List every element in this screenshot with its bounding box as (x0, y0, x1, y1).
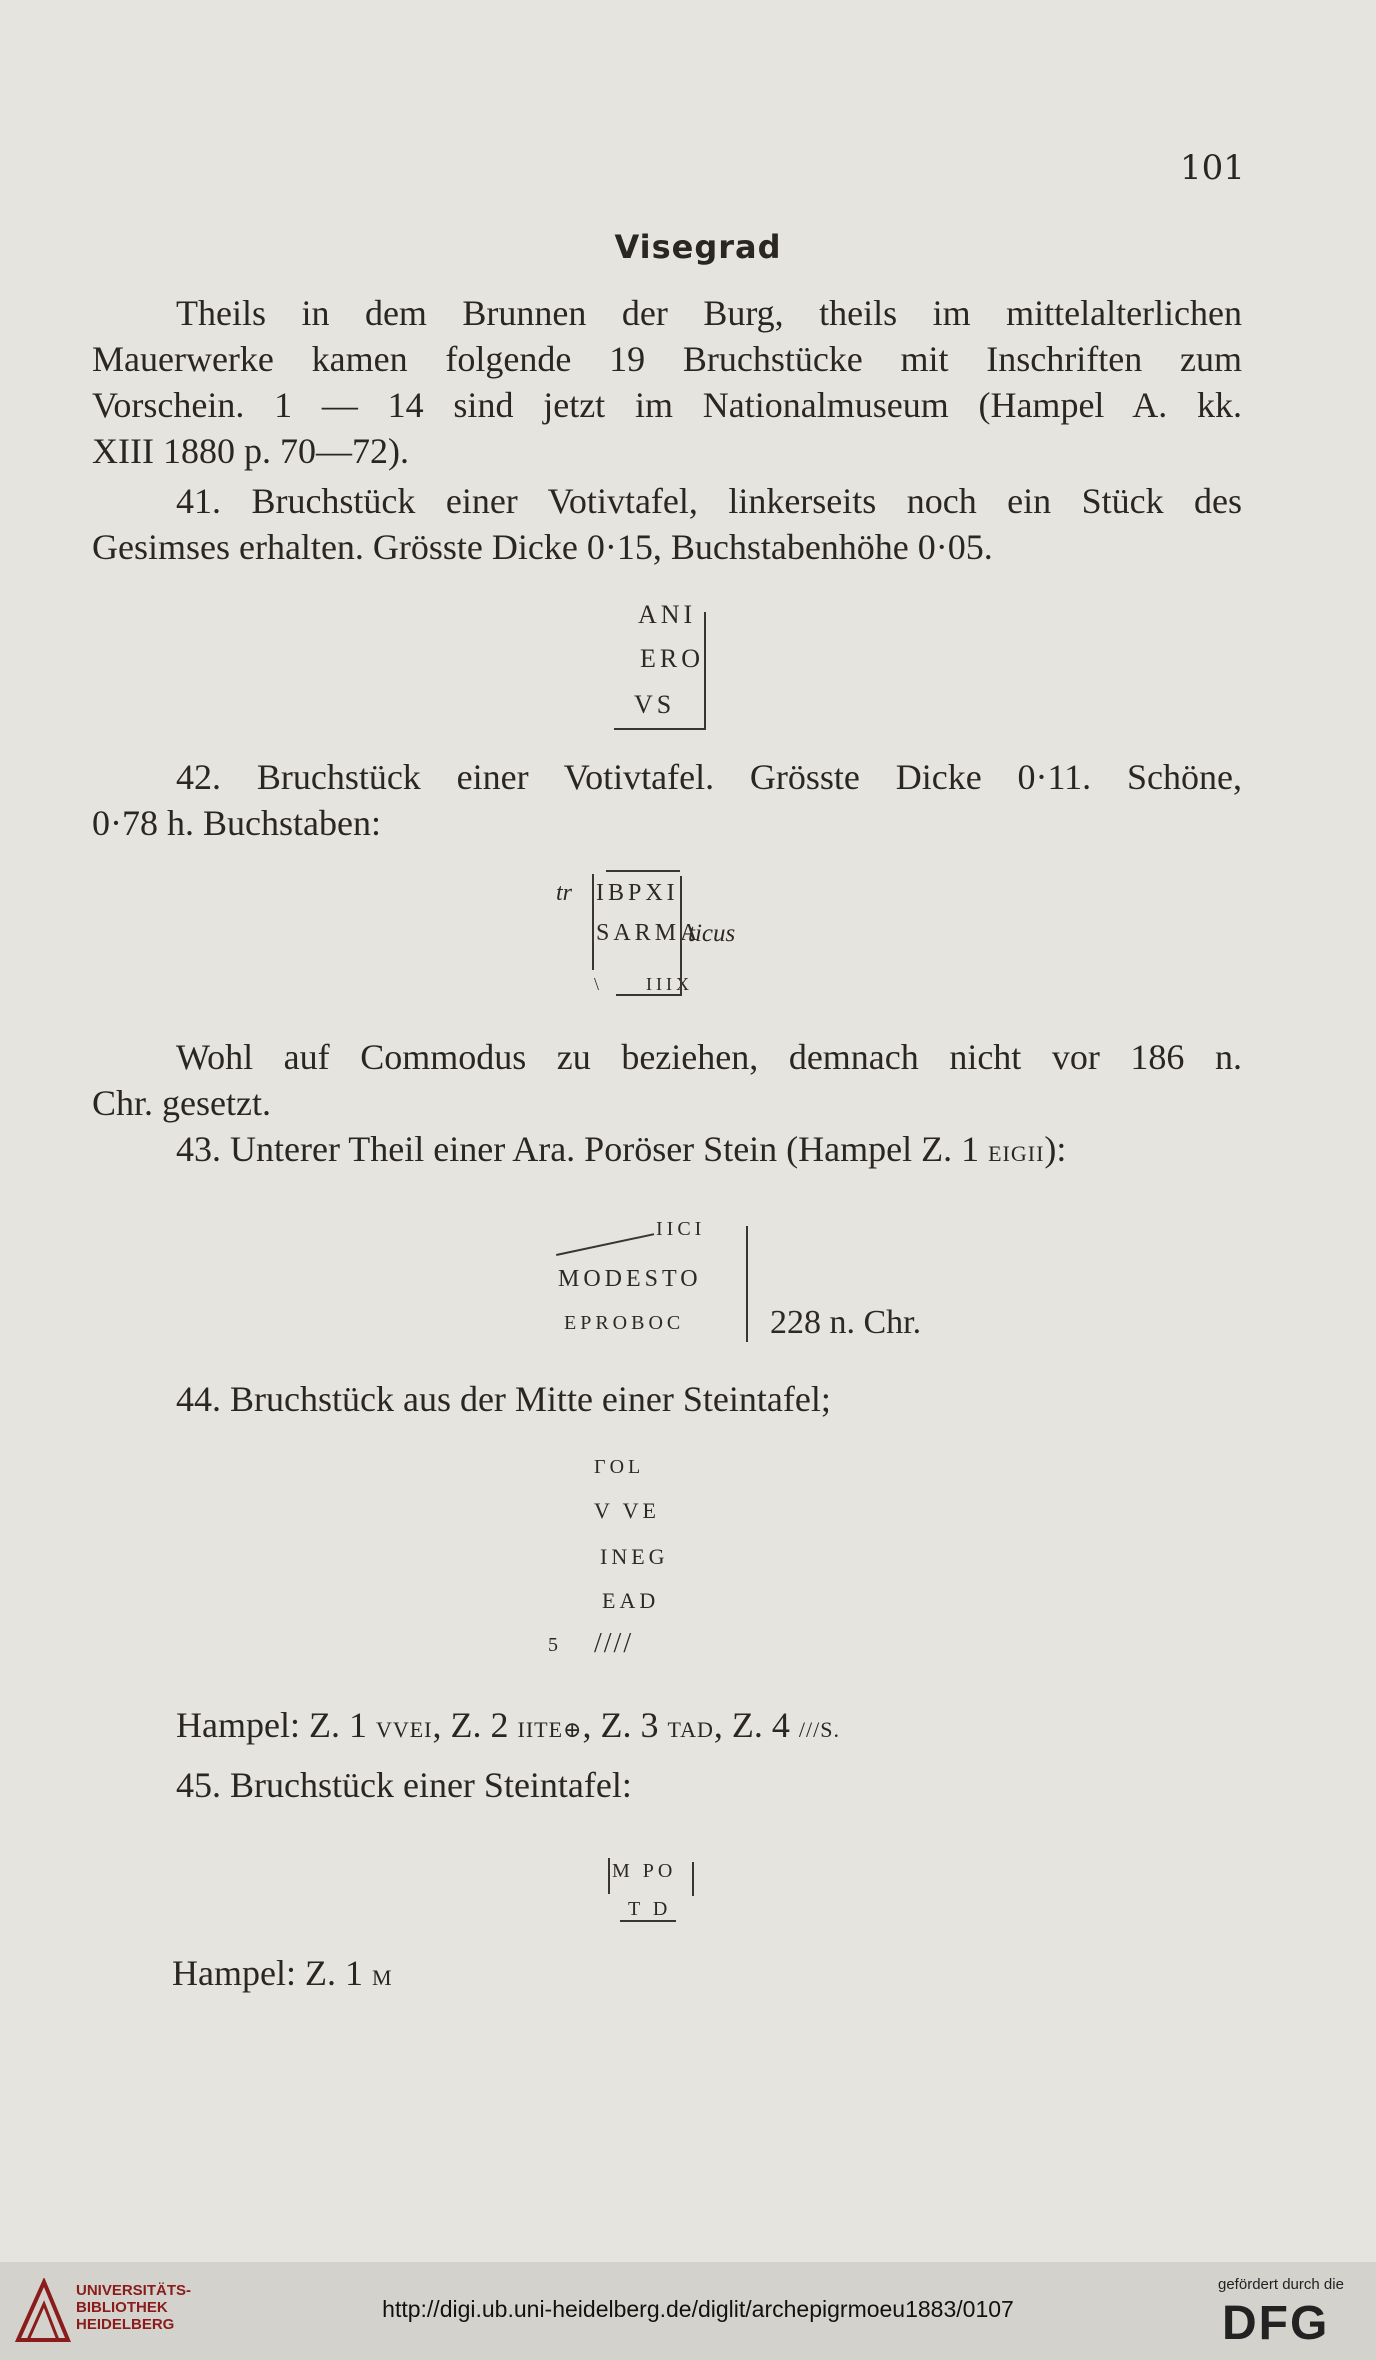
inscription-line: SARMA (596, 920, 702, 946)
inscription-line: ANI (638, 600, 697, 629)
text-line: Gesimses erhalten. Grösste Dicke 0·15, Buchstabenhöhe 0·05. (92, 527, 993, 567)
library-name-line: UNIVERSITÄTS- (76, 2282, 192, 2299)
ref-text: , Z. 3 (582, 1705, 659, 1745)
inscription-suffix: ticus (688, 920, 736, 947)
item-45 (92, 1762, 1242, 1808)
text-line: 44. Bruchstück aus der Mitte einer Steintafel; (176, 1379, 831, 1419)
small-caps-ref: M (371, 1965, 393, 1990)
library-name-line: HEIDELBERG (76, 2316, 175, 2333)
item-43 (92, 1126, 1242, 1177)
inscription-line: //// (594, 1628, 634, 1659)
page-title: Visegrad (614, 228, 782, 266)
stone-edge (616, 994, 680, 996)
stone-edge (746, 1226, 748, 1342)
stone-edge (692, 1862, 694, 1896)
stone-edge (556, 1233, 654, 1256)
inscription-41 (600, 600, 720, 730)
ref-text: Hampel: Z. 1 (176, 1705, 367, 1745)
inscription-line: IICI (656, 1218, 706, 1240)
stone-edge (704, 612, 706, 730)
item-41 (92, 478, 1242, 570)
item-43-text: 43. Unterer Theil einer Ara. Poröser Stein (Hampel Z. 1 (176, 1129, 980, 1169)
inscription-line: EPROBOC (564, 1312, 685, 1334)
stone-edge (592, 874, 594, 970)
hampel-reference-45 (92, 1950, 1242, 2001)
date-note: 228 n. Chr. (770, 1304, 922, 1341)
item-42-commentary (92, 1034, 1242, 1126)
text-line: Mauerwerke kamen folgende 19 Bruchstücke mit Inschriften zum (92, 339, 1242, 379)
inscription-prefix: tr (556, 880, 573, 906)
inscription-line: MODESTO (558, 1266, 702, 1292)
page-number: 101 (1180, 148, 1245, 188)
inscription-45 (600, 1858, 720, 1948)
inscription-line: M PO (612, 1860, 677, 1882)
library-name-line: BIBLIOTHEK (76, 2299, 168, 2316)
inscription-line: T D (628, 1898, 672, 1920)
ref-text: , Z. 2 (432, 1705, 509, 1745)
source-url-link[interactable]: http://digi.ub.uni-heidelberg.de/diglit/archepigrmoeu1883/0107 (382, 2296, 1014, 2322)
inscription-42 (556, 870, 796, 1010)
small-caps-ref: VVEI (375, 1717, 433, 1742)
text-line: Theils in dem Brunnen der Burg, theils im mittelalterlichen (176, 293, 1242, 333)
stone-edge (608, 1858, 610, 1894)
text-line: Vorschein. 1 — 14 sind jetzt im Nationalmuseum (Hampel A. kk. (92, 385, 1242, 425)
stone-edge (614, 728, 706, 730)
item-44 (92, 1376, 1242, 1422)
inscription-line: V VE (594, 1498, 660, 1523)
item-43-close: ): (1044, 1129, 1067, 1169)
item-42 (92, 754, 1242, 846)
stone-edge (680, 876, 682, 996)
small-caps-ref: TAD (667, 1717, 714, 1742)
text-line (92, 1950, 1242, 2001)
hampel-reference-44 (92, 1702, 1242, 1753)
text-line (92, 1126, 1242, 1177)
inscription-line: ERO (640, 644, 704, 673)
small-caps-ref: ///S. (798, 1717, 840, 1742)
inscription-43 (556, 1216, 976, 1346)
text-line: Chr. gesetzt. (92, 1083, 271, 1123)
intro-paragraph (92, 290, 1242, 474)
stone-edge (606, 870, 680, 872)
inscription-line: INEG (600, 1544, 669, 1569)
text-line: Wohl auf Commodus zu beziehen, demnach nicht vor 186 n. (176, 1037, 1242, 1077)
ref-text: Hampel: Z. 1 (172, 1953, 363, 1993)
text-line: 41. Bruchstück einer Votivtafel, linkerseits noch ein Stück des (176, 481, 1242, 521)
line-number: 5 (548, 1634, 562, 1656)
small-caps-ref: IITE⊕ (517, 1717, 583, 1742)
inscription-line: IBPXI (596, 880, 679, 906)
dfg-logo: DFG (1222, 2297, 1330, 2350)
funding-note: gefördert durch die (1218, 2276, 1344, 2293)
text-line: 45. Bruchstück einer Steintafel: (176, 1765, 632, 1805)
inscription-line: IIIX (646, 974, 693, 994)
inscription-mark: \ (594, 974, 604, 994)
text-line (92, 1702, 1242, 1753)
stone-edge (620, 1920, 676, 1922)
inscription-44 (548, 1456, 708, 1676)
small-caps-ref: EIGII (988, 1141, 1045, 1166)
inscription-line: EAD (602, 1588, 660, 1613)
inscription-line: ΓOL (594, 1456, 645, 1478)
inscription-line: VS (634, 690, 676, 719)
text-line: XIII 1880 p. 70—72). (92, 431, 409, 471)
text-line: 42. Bruchstück einer Votivtafel. Grösste Dicke 0·11. Schöne, (176, 757, 1242, 797)
ref-text: , Z. 4 (713, 1705, 790, 1745)
text-line: 0·78 h. Buchstaben: (92, 803, 381, 843)
